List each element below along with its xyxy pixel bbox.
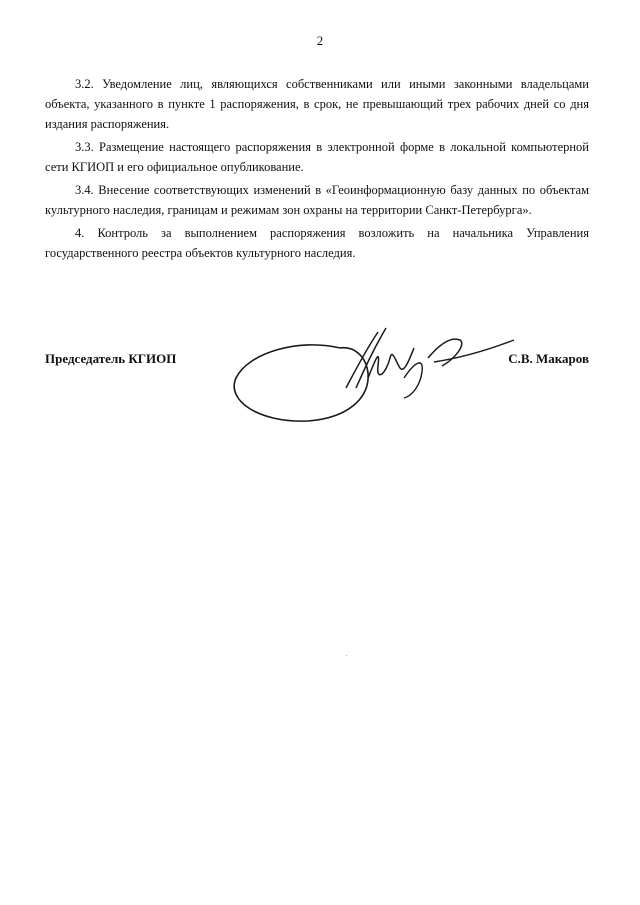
signatory-name: С.В. Макаров — [508, 351, 589, 366]
paragraph-3-3: 3.3. Размещение настоящего распоряжения в электронной форме в локальной компьютерной сети КГИОП и его официальное опубликование. — [45, 140, 589, 174]
page-number: 2 — [316, 33, 324, 48]
signatory-title: Председатель КГИОП — [45, 351, 177, 366]
scan-artifact — [346, 655, 347, 656]
handwritten-signature — [228, 318, 518, 428]
paragraph-3-2: 3.2. Уведомление лиц, являющихся собственниками или иными законными владельцами объекта, указанного в пункте 1 распоряжения, в срок, не превышающий трех рабочих дней со дня издания распоряжения. — [45, 77, 589, 131]
document-body — [45, 74, 589, 266]
paragraph-3-4: 3.4. Внесение соответствующих изменений в «Геоинформационную базу данных по объектам культурного наследия, границам и режимам зон охраны на территории Санкт-Петербурга». — [45, 183, 589, 217]
paragraph-4: 4. Контроль за выполнением распоряжения возложить на начальника Управления государственного реестра объектов культурного наследия. — [45, 226, 589, 260]
